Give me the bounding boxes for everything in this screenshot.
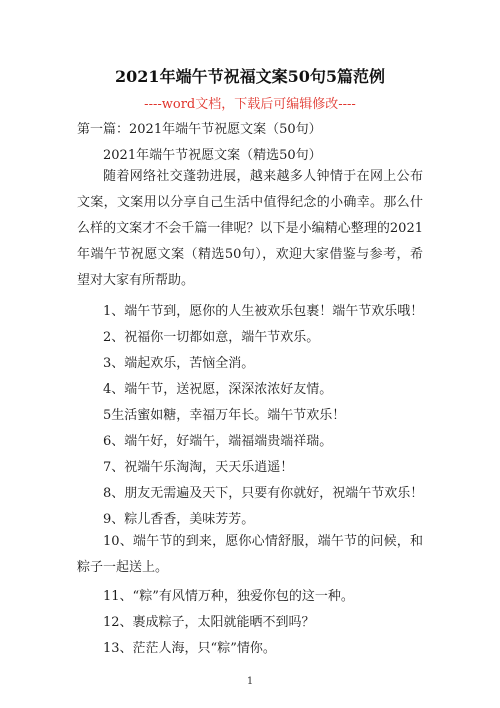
document-title: 2021年端午节祝福文案50句5篇范例	[115, 67, 385, 86]
section-heading: 第一篇：2021年端午节祝愿文案（50句）	[77, 122, 322, 137]
list-item: 7、祝端午乐淘淘，天天乐逍遥！	[103, 460, 294, 475]
list-item: 13、茫茫人海，只“粽”情你。	[103, 641, 276, 656]
list-item: 11、“粽”有风情万种，独爱你包的这一种。	[103, 589, 354, 604]
list-item: 9、粽儿香香，美味芳芳。	[103, 512, 255, 527]
sub-heading: 2021年端午节祝愿文案（精选50句）	[103, 148, 322, 163]
list-item: 12、裹成粽子，太阳就能晒不到吗？	[103, 615, 315, 630]
list-item: 10、端午节的到来，愿你心情舒服，端午节的问候，和粽子一起送上。	[77, 534, 423, 575]
list-item: 5生活蜜如糖，幸福万年长。端午节欢乐！	[103, 408, 346, 423]
list-item: 3、端起欢乐，苦恼全消。	[103, 356, 255, 371]
list-item: 4、端午节，送祝愿，深深浓浓好友情。	[103, 382, 333, 397]
document-subtitle: ----word文档，下载后可编辑修改----	[144, 97, 356, 112]
list-item: 6、端午好，好端午，端福端贵端祥瑞。	[103, 434, 333, 449]
page-number: 1	[246, 676, 254, 687]
intro-paragraph: 随着网络社交蓬勃进展，越来越多人钟情于在网上公布文案，文案用以分享自己生活中值得纪念的小确幸。那么什么样的文案才不会千篇一律呢？以下是小编精心整理的2021年端午节祝愿文案（精选50句），欢迎大家借鉴与参考，希望对大家有所帮助。	[77, 169, 423, 288]
list-item: 1、端午节到，愿你的人生被欢乐包裹！端午节欢乐哦！	[103, 304, 424, 319]
list-item: 8、朋友无需遍及天下，只要有你就好，祝端午节欢乐！	[103, 486, 424, 501]
list-item: 2、祝福你一切都如意，端午节欢乐。	[103, 330, 320, 345]
